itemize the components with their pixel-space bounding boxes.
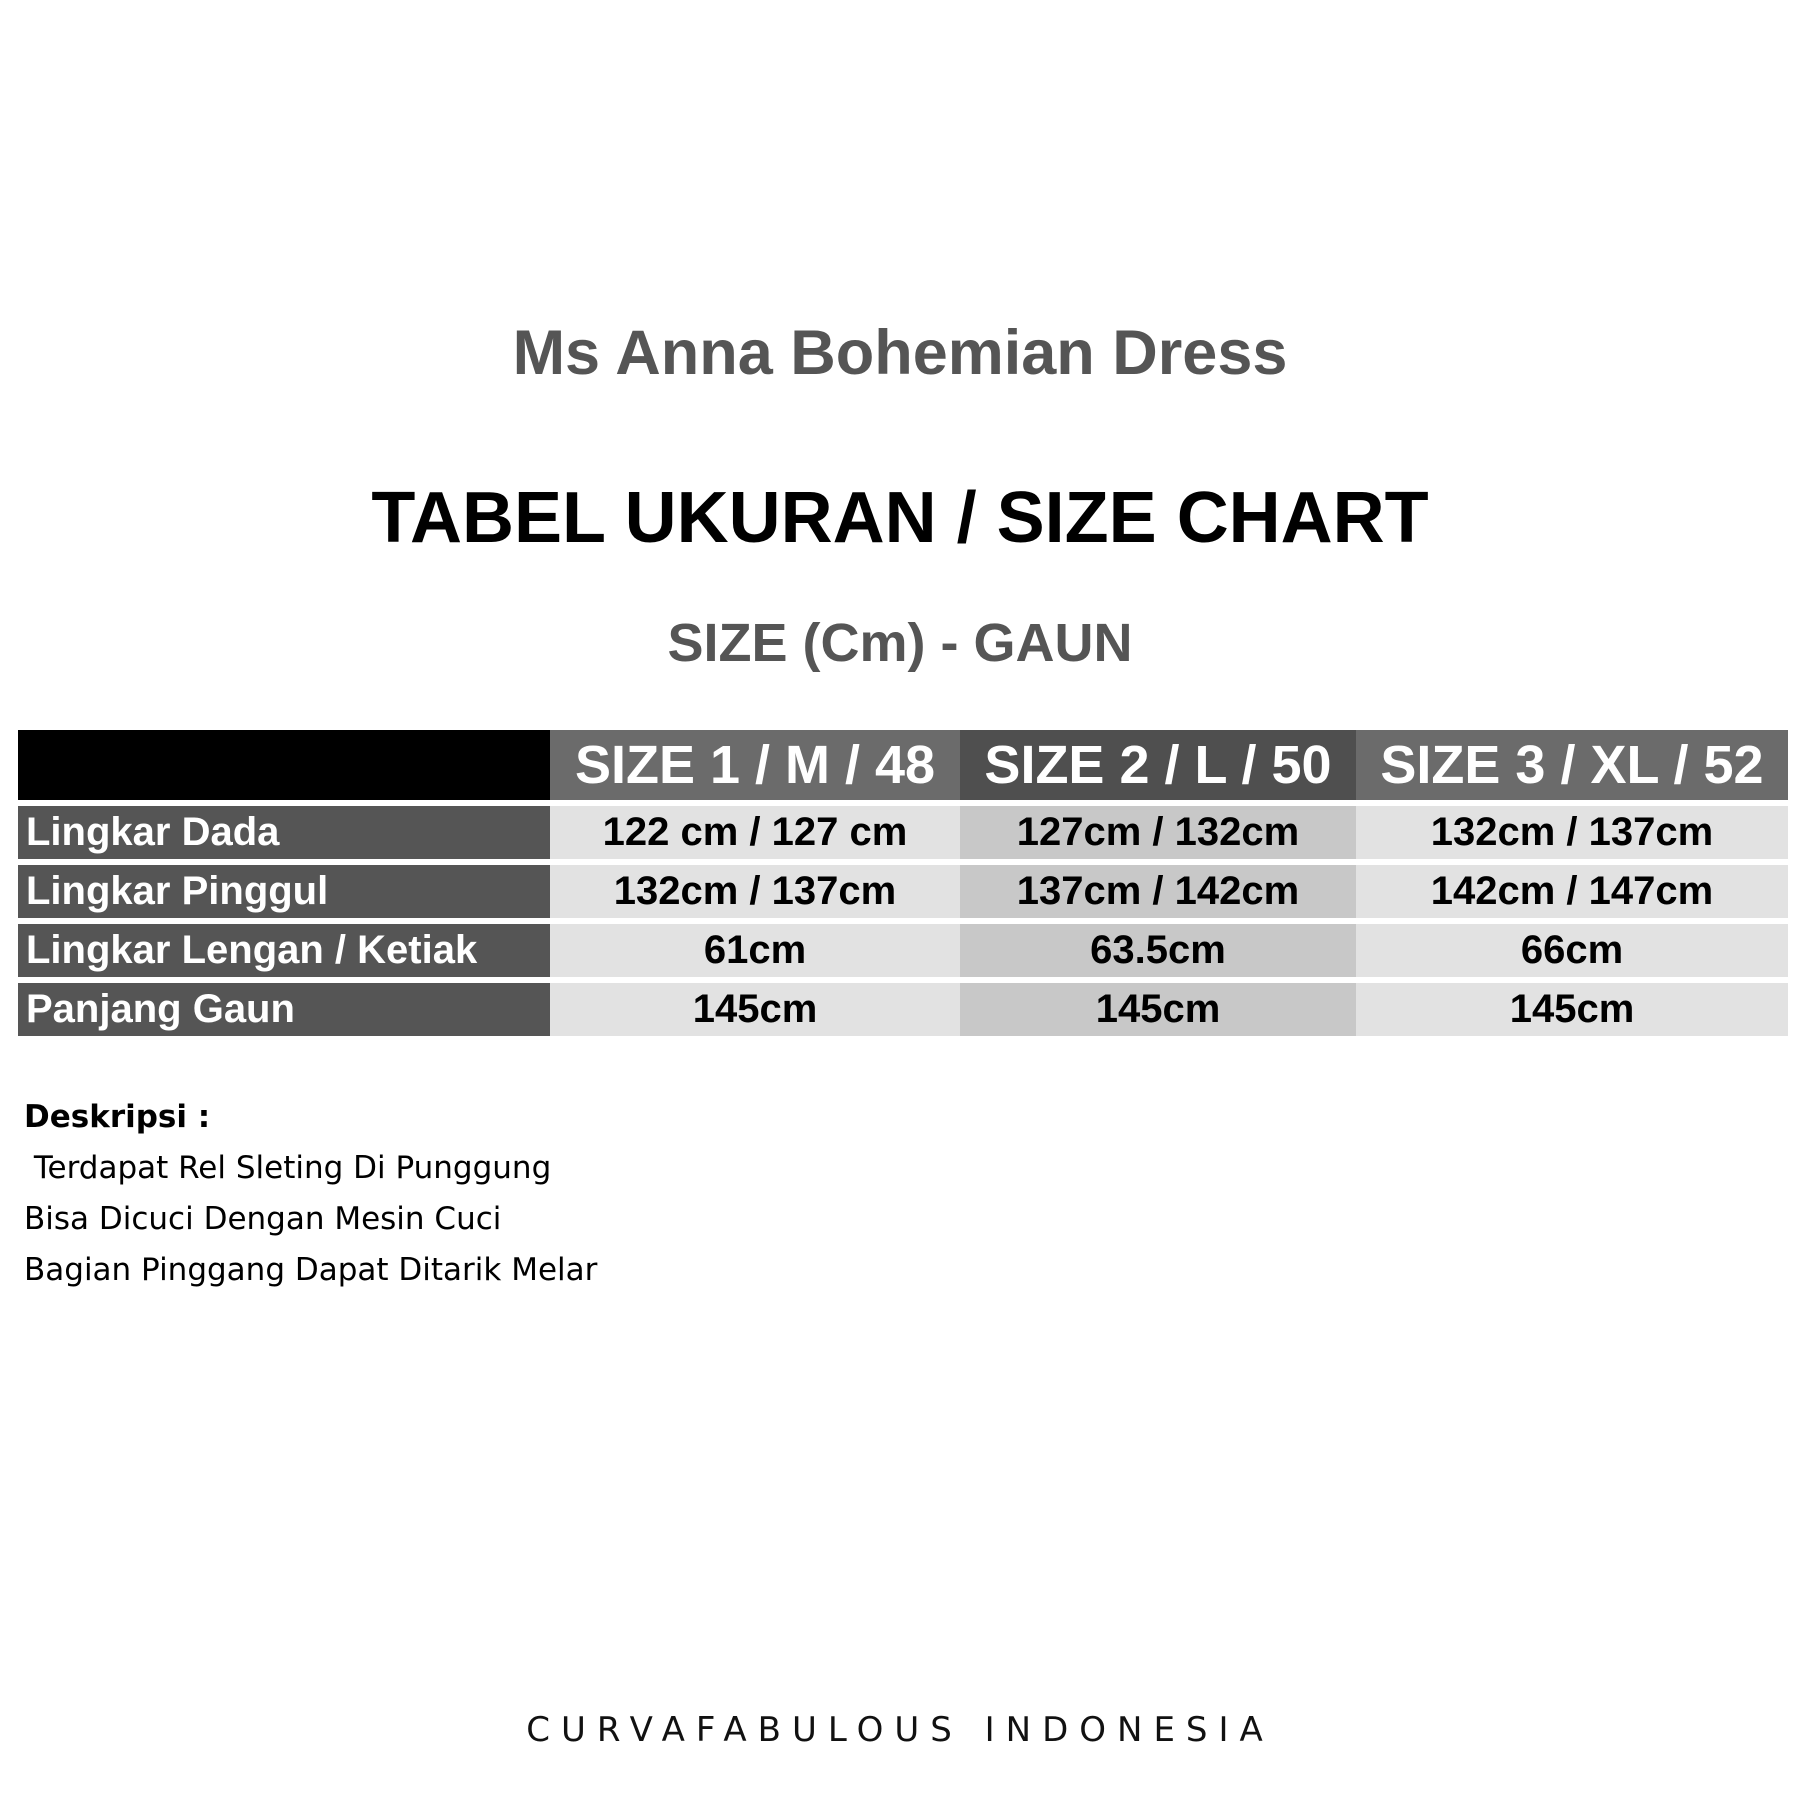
column-header-size-3: SIZE 3 / XL / 52 [1356, 730, 1788, 800]
column-header-size-1: SIZE 1 / M / 48 [550, 730, 960, 800]
row-label-lingkar-dada: Lingkar Dada [18, 806, 550, 859]
table-row [18, 806, 1788, 859]
table-row [18, 865, 1788, 918]
description-heading: Deskripsi : [24, 1099, 211, 1135]
chart-subtitle: SIZE (Cm) - GAUN [667, 613, 1133, 673]
row-label-panjang-gaun: Panjang Gaun [18, 983, 550, 1036]
table-cell: 66cm [1356, 924, 1788, 977]
table-row [18, 924, 1788, 977]
column-header-size-2: SIZE 2 / L / 50 [960, 730, 1356, 800]
table-row [18, 983, 1788, 1036]
description-block [24, 1092, 597, 1296]
row-label-lingkar-pinggul: Lingkar Pinggul [18, 865, 550, 918]
footer-brand: CURVAFABULOUS INDONESIA [526, 1710, 1274, 1750]
table-cell: 145cm [960, 983, 1356, 1036]
table-cell: 137cm / 142cm [960, 865, 1356, 918]
table-header-row [18, 730, 1788, 800]
table-cell: 122 cm / 127 cm [550, 806, 960, 859]
table-cell: 132cm / 137cm [550, 865, 960, 918]
chart-title: TABEL UKURAN / SIZE CHART [371, 478, 1429, 558]
table-cell: 63.5cm [960, 924, 1356, 977]
table-cell: 132cm / 137cm [1356, 806, 1788, 859]
table-header-corner [18, 730, 550, 800]
row-label-lingkar-lengan: Lingkar Lengan / Ketiak [18, 924, 550, 977]
product-title: Ms Anna Bohemian Dress [512, 318, 1288, 388]
table-cell: 142cm / 147cm [1356, 865, 1788, 918]
table-cell: 145cm [1356, 983, 1788, 1036]
table-cell: 145cm [550, 983, 960, 1036]
table-cell: 127cm / 132cm [960, 806, 1356, 859]
description-line: Bisa Dicuci Dengan Mesin Cuci [24, 1201, 502, 1237]
table-cell: 61cm [550, 924, 960, 977]
size-chart-table [18, 730, 1788, 1036]
description-line: Bagian Pinggang Dapat Ditarik Melar [24, 1252, 598, 1288]
description-line: Terdapat Rel Sleting Di Punggung [24, 1150, 552, 1186]
